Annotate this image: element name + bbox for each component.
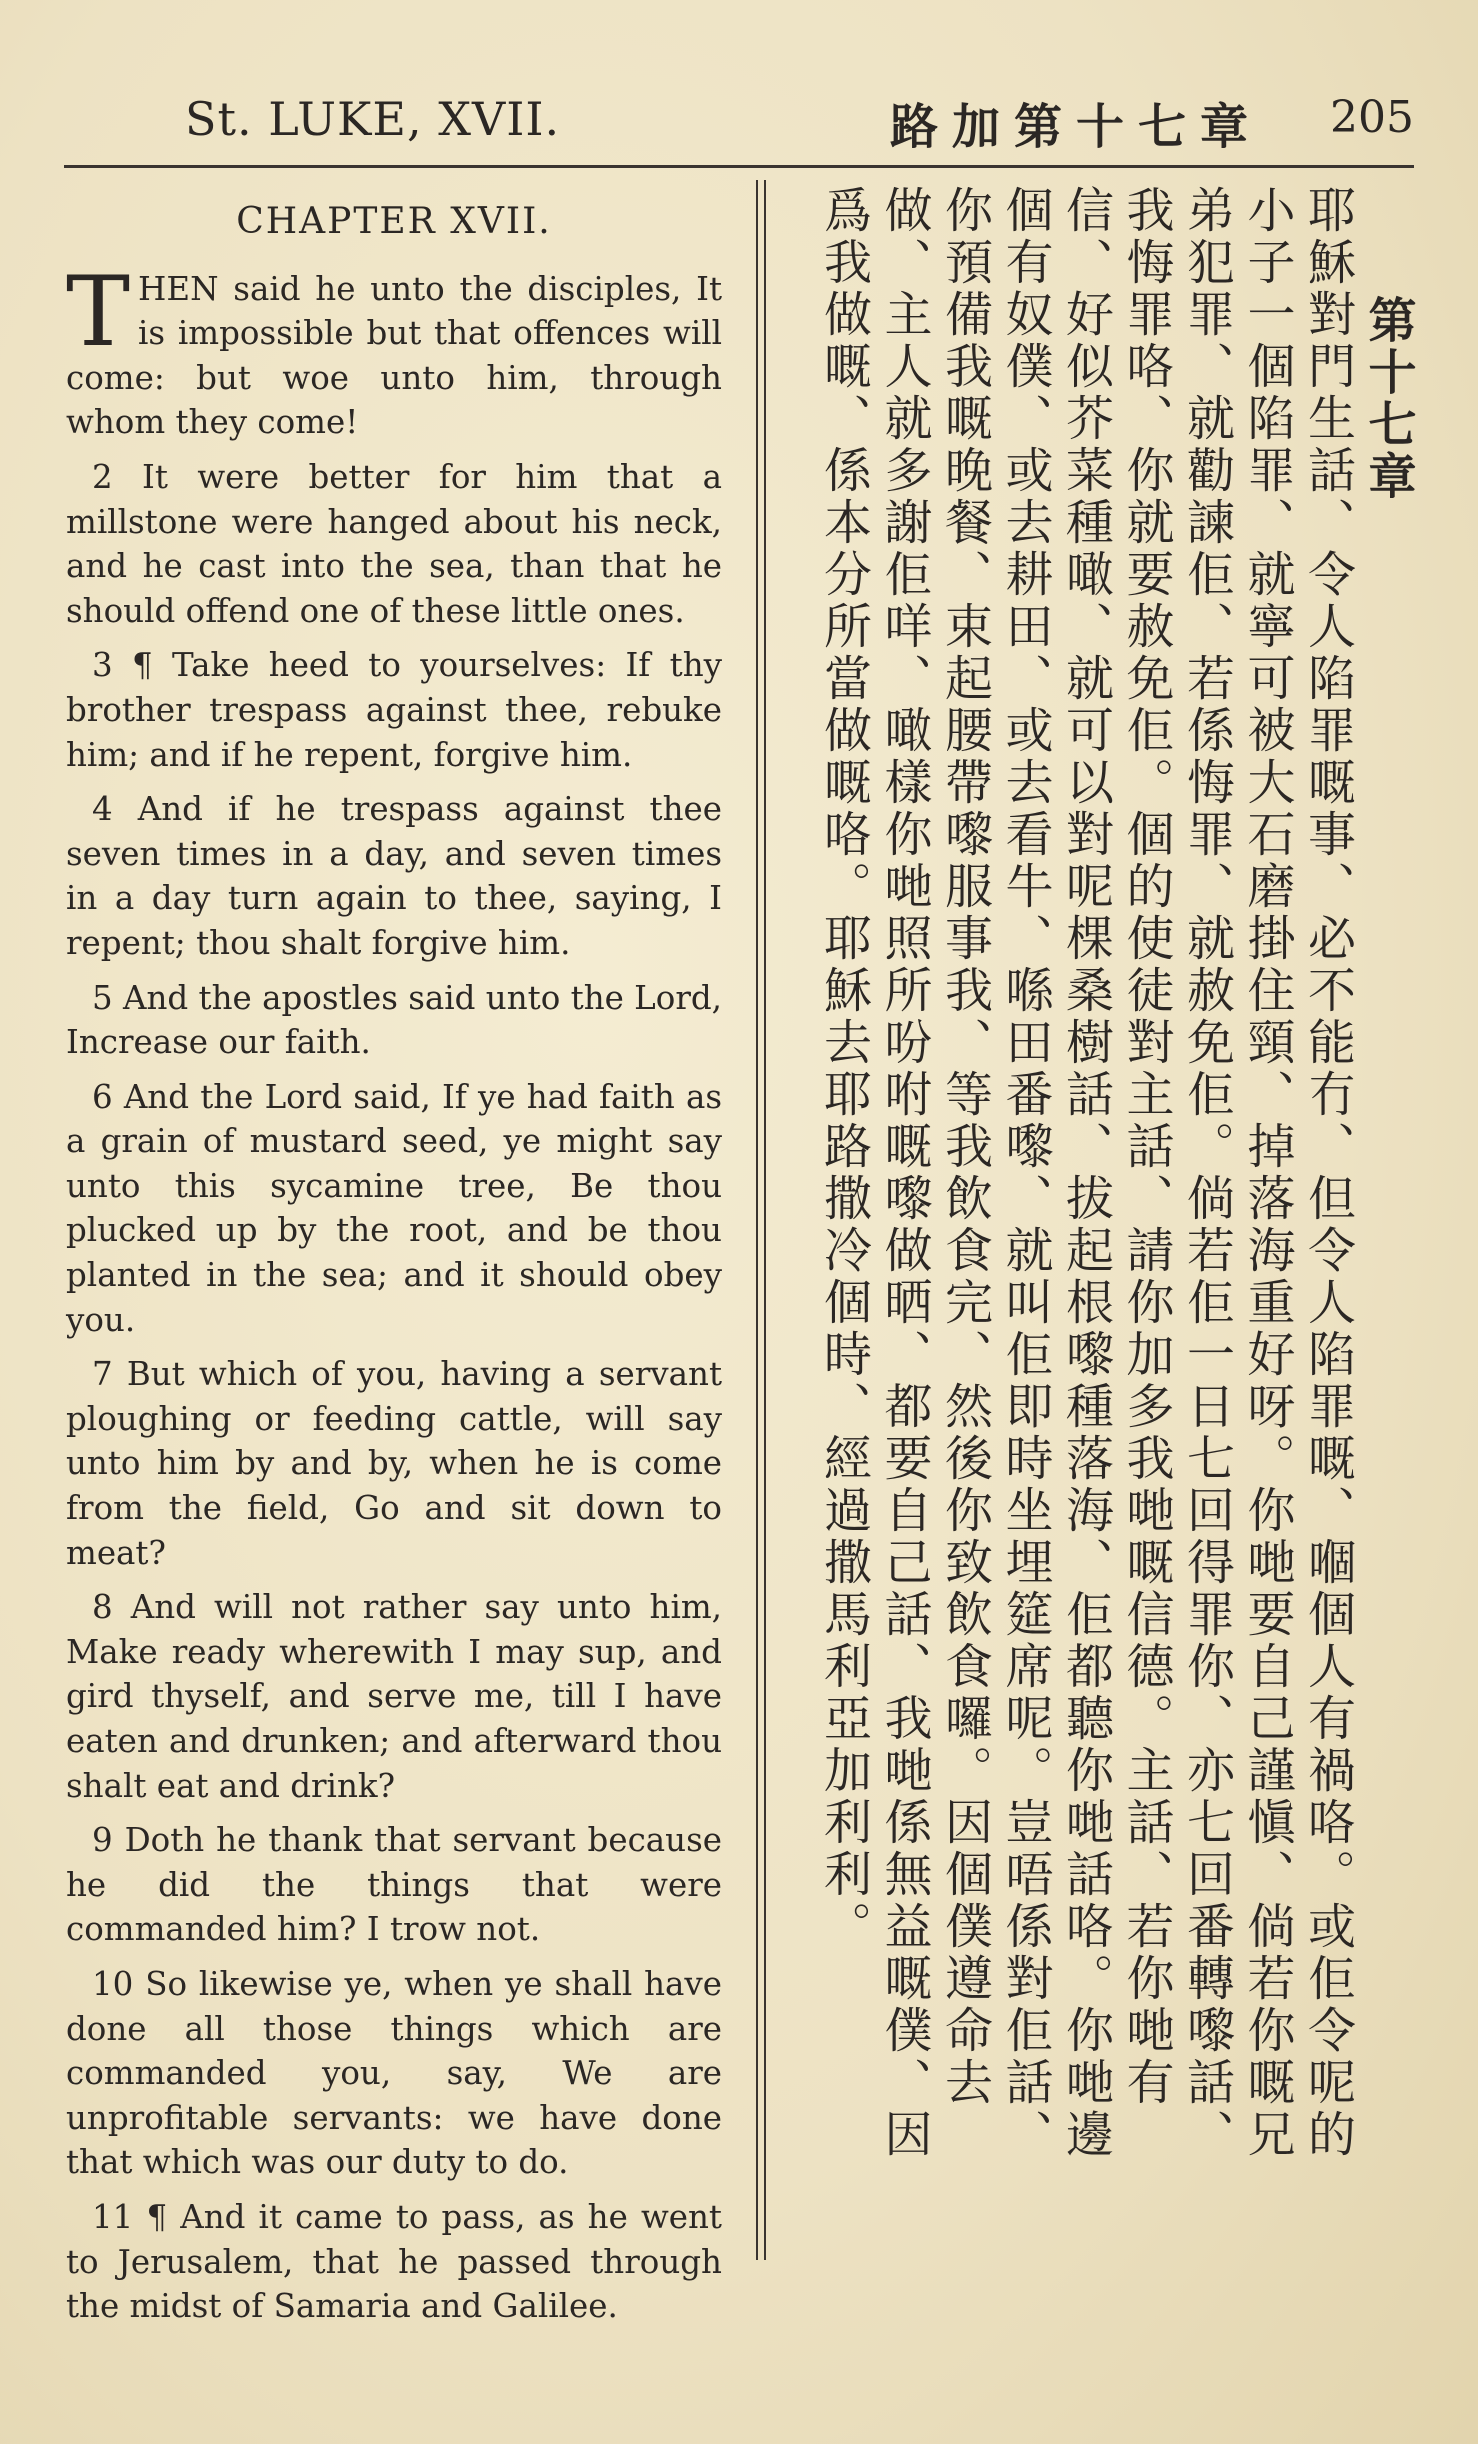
chinese-column	[778, 185, 1418, 2195]
running-header-chinese: 路加第十七章	[890, 99, 1263, 155]
column-divider-inner	[764, 180, 766, 2260]
verse-1	[66, 255, 722, 445]
verse-6: 6 And the Lord said, If ye had faith as a grain of mustard seed, ye might say unto this sycamine tree, Be thou plucked up by the root, and be thou planted in the sea; and it should obey you.	[66, 1077, 722, 1339]
verse-11: 11 ¶ And it came to pass, as he went to Jerusalem, that he passed through the midst of Samaria and Galilee.	[66, 2197, 722, 2326]
verse-9: 9 Doth he thank that servant because he did the things that were commanded him? I trow not.	[66, 1821, 722, 1949]
verse-3: 3 ¶ Take heed to yourselves: If thy brother trespass against thee, rebuke him; and if he repent, forgive him.	[66, 646, 722, 774]
verse-2: 2 It were better for him that a millstone were hanged about his neck, and he cast into the sea, than that he should offend one of these little ones.	[66, 457, 722, 630]
english-column	[66, 200, 722, 2339]
verse-5: 5 And the apostles said unto the Lord, Increase our faith.	[66, 978, 723, 1062]
column-divider	[756, 180, 758, 2260]
page-number: 205	[1330, 92, 1414, 143]
header-rule	[64, 165, 1414, 168]
chapter-title: CHAPTER XVII.	[236, 201, 552, 242]
verse-7: 7 But which of you, having a servant ploughing or feeding cattle, will say unto him by and by, when he is come from the field, Go and sit down to meat?	[66, 1355, 722, 1572]
chinese-body-text: 耶穌對門生話、令人陷罪嘅事、必不能冇、但令人陷罪嘅、嗰個人有禍咯。或佢令呢的小子一個陷罪、就寧可被大石磨掛住頸、掉落海重好呀。你哋要自己謹愼、倘若你嘅兄弟犯罪、就勸諫佢、若係悔罪、就赦免佢。倘若佢一日七回得罪你、亦七回番轉嚟話、我悔罪咯、你就要赦免佢。個的使徒對主話、請你加多我哋嘅信德。主話、若你哋有信、好似芥菜種噉、就可以對呢棵桑樹話、拔起根嚟種落海、佢都聽你哋話咯。你哋邊個有奴僕、或去耕田、或去看牛、喺田番嚟、就叫佢即時坐埋筵席呢。豈唔係對佢話、你預備我嘅晚餐、束起腰帶嚟服事我、等我飲食完、然後你致飲食囉。因個僕遵命去做、主人就多謝佢咩、噉樣你哋照所吩咐嘅嚟做晒、都要自己話、我哋係無益嘅僕、因爲我做嘅、係本分所當做嘅咯。耶穌去耶路撒冷個時、經過撒馬利亞加利利。	[815, 185, 1356, 2161]
verse-10: 10 So likewise ye, when ye shall have done all those things which are commanded you, say, We are unprofitable servants: we have done that which was our duty to do.	[66, 1964, 722, 2182]
running-header-english: St. LUKE, XVII.	[185, 92, 561, 146]
verse-8: 8 And will not rather say unto him, Make ready wherewith I may sup, and gird thyself, and serve me, till I have eaten and drunken; and afterward thou shalt eat and drink?	[66, 1588, 722, 1805]
verse-4: 4 And if he trespass against thee seven times in a day, and seven times in a day turn again to thee, saying, I repent; thou shalt forgive him.	[66, 790, 722, 962]
chinese-chapter-title: 第十七章	[1360, 295, 1416, 503]
drop-cap: T	[66, 255, 131, 368]
verse-1-text: HEN said he unto the disciples, It is impossible but that offences will come: but woe unto him, through whom they come!	[66, 269, 722, 442]
